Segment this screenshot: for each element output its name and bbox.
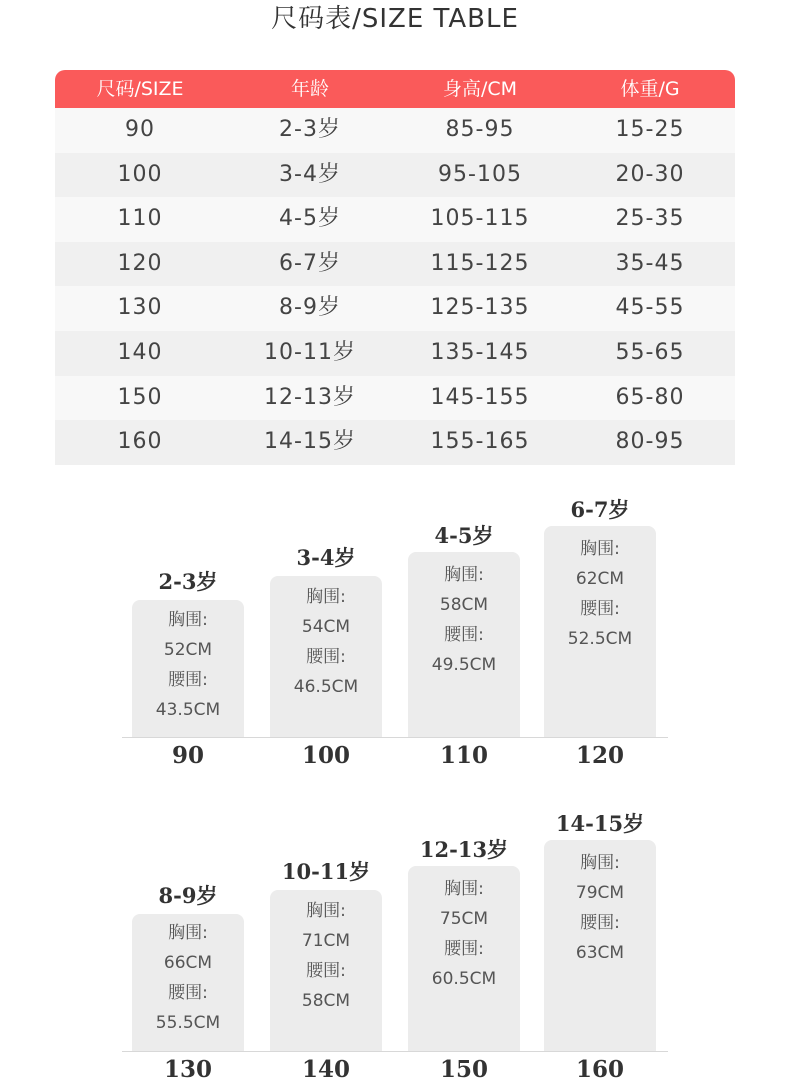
size-card (132, 914, 244, 1051)
size-card (132, 600, 244, 737)
cell-weight: 55-65 (615, 339, 685, 365)
size-card (544, 526, 656, 737)
cell-age: 10-11岁 (264, 339, 356, 365)
header-height: 身高/CM (442, 78, 518, 100)
chest-value: 71CM (301, 931, 351, 951)
chest-label: 胸围: (444, 565, 484, 585)
table-row (55, 153, 735, 198)
waist-label: 腰围: (580, 913, 620, 933)
card-age: 8-9岁 (158, 883, 218, 908)
table-row (55, 376, 735, 421)
waist-label: 腰围: (580, 599, 620, 619)
size-label: 160 (575, 1056, 624, 1083)
waist-value: 52.5CM (567, 629, 633, 649)
cell-size: 160 (117, 429, 163, 455)
waist-label: 腰围: (306, 961, 346, 981)
cell-height: 145-155 (430, 384, 530, 410)
table-row (55, 420, 735, 465)
waist-value: 55.5CM (155, 1013, 221, 1033)
chest-label: 胸围: (168, 610, 208, 630)
waist-value: 43.5CM (155, 700, 221, 720)
cell-weight: 65-80 (615, 384, 685, 410)
table-row (55, 331, 735, 376)
table-row (55, 197, 735, 242)
size-label: 110 (439, 742, 488, 769)
waist-label: 腰围: (306, 647, 346, 667)
card-age: 6-7岁 (570, 497, 630, 522)
card-age: 2-3岁 (158, 569, 218, 594)
cell-height: 125-135 (430, 295, 530, 321)
baseline-divider (122, 1051, 668, 1052)
size-table (55, 70, 735, 465)
cell-age: 14-15岁 (264, 429, 356, 455)
card-age: 12-13岁 (419, 837, 509, 862)
waist-value: 49.5CM (431, 655, 497, 675)
waist-label: 腰围: (444, 939, 484, 959)
card-age: 3-4岁 (296, 545, 356, 570)
cell-age: 8-9岁 (279, 295, 341, 321)
cell-size: 100 (117, 161, 163, 187)
waist-value: 58CM (301, 991, 351, 1011)
waist-label: 腰围: (168, 670, 208, 690)
cell-age: 2-3岁 (279, 117, 341, 142)
table-header (55, 70, 735, 108)
cell-age: 3-4岁 (279, 161, 341, 187)
waist-value: 60.5CM (431, 969, 497, 989)
cell-size: 120 (117, 250, 163, 276)
card-age: 14-15岁 (555, 811, 645, 836)
cell-height: 105-115 (430, 206, 530, 232)
size-label: 130 (163, 1056, 212, 1083)
size-label: 150 (439, 1056, 488, 1083)
cell-height: 115-125 (430, 250, 530, 276)
cell-age: 12-13岁 (264, 384, 356, 410)
header-size: 尺码/SIZE (96, 78, 184, 100)
waist-value: 63CM (575, 943, 625, 963)
page-title: 尺码表/SIZE TABLE (271, 4, 519, 34)
size-label: 140 (301, 1056, 350, 1083)
size-card (408, 552, 520, 737)
cell-size: 110 (117, 206, 163, 232)
size-label: 100 (301, 742, 350, 769)
chest-value: 62CM (575, 569, 625, 589)
chest-label: 胸围: (168, 923, 208, 943)
chest-value: 52CM (163, 640, 213, 660)
cell-height: 135-145 (430, 339, 530, 365)
cell-weight: 80-95 (615, 429, 685, 455)
cell-height: 95-105 (438, 161, 522, 187)
cell-height: 85-95 (445, 117, 515, 142)
cell-size: 90 (125, 117, 155, 142)
cell-weight: 35-45 (615, 250, 685, 276)
table-row (55, 286, 735, 331)
chest-value: 58CM (439, 595, 489, 615)
chest-label: 胸围: (580, 539, 620, 559)
size-card (544, 840, 656, 1051)
cell-weight: 45-55 (615, 295, 685, 321)
header-age: 年龄 (290, 78, 329, 100)
size-card (408, 866, 520, 1051)
cell-height: 155-165 (430, 429, 530, 455)
table-row (55, 108, 735, 153)
size-label: 120 (575, 742, 624, 769)
chest-value: 66CM (163, 953, 213, 973)
waist-value: 46.5CM (293, 677, 359, 697)
chest-label: 胸围: (444, 879, 484, 899)
cell-size: 140 (117, 339, 163, 365)
chest-label: 胸围: (306, 901, 346, 921)
cell-size: 130 (117, 295, 163, 321)
chest-value: 75CM (439, 909, 489, 929)
size-card (270, 890, 382, 1051)
chest-label: 胸围: (306, 587, 346, 607)
baseline-divider (122, 737, 668, 738)
card-age: 10-11岁 (281, 859, 371, 884)
table-row (55, 242, 735, 287)
size-card (270, 576, 382, 737)
waist-label: 腰围: (444, 625, 484, 645)
chest-label: 胸围: (580, 853, 620, 873)
header-weight: 体重/G (620, 78, 680, 100)
cell-weight: 15-25 (615, 117, 685, 142)
cell-size: 150 (117, 384, 163, 410)
chest-value: 54CM (301, 617, 351, 637)
card-age: 4-5岁 (434, 523, 494, 548)
cell-age: 6-7岁 (279, 250, 341, 276)
waist-label: 腰围: (168, 983, 208, 1003)
chest-value: 79CM (575, 883, 625, 903)
cell-weight: 25-35 (615, 206, 685, 232)
cell-age: 4-5岁 (279, 206, 341, 232)
size-label: 90 (171, 742, 204, 769)
cell-weight: 20-30 (615, 161, 685, 187)
